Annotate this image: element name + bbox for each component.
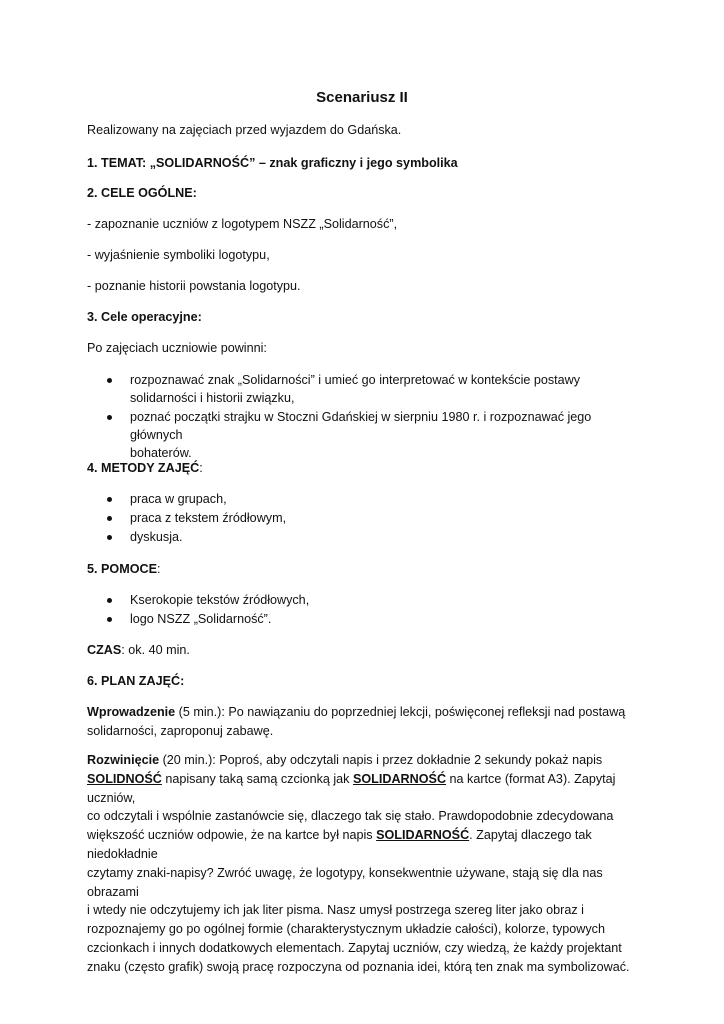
bullet-dot-icon xyxy=(107,598,112,603)
plan-heading: 6. PLAN ZAJĘĆ: xyxy=(87,674,185,688)
general-goal-item: - wyjaśnienie symboliki logotypu, xyxy=(87,248,270,262)
paragraph-line: co odczytali i wspólnie zastanówcie się, dlaczego tak się stało. Prawdopodobnie zdecydowana xyxy=(87,809,614,824)
bullet-line: praca z tekstem źródłowym, xyxy=(130,511,287,525)
time-label: CZAS xyxy=(87,643,122,657)
methods-heading xyxy=(87,459,643,477)
time-line xyxy=(87,641,643,659)
paragraph-line: większość uczniów odpowie, że na kartce był napis SOLIDARNOŚĆ. Zapytaj dlaczego tak niedokładnie xyxy=(87,828,592,861)
bullet-item xyxy=(130,610,642,628)
methods-heading-colon: : xyxy=(199,461,203,475)
document-title: Scenariusz II xyxy=(316,89,408,106)
bullet-dot-icon xyxy=(107,497,112,502)
bullet-line: dyskusja. xyxy=(130,530,183,544)
bullet-dot-icon xyxy=(107,535,112,540)
methods-heading-label: 4. METODY ZAJĘĆ xyxy=(87,461,200,475)
bullet-line: rozpoznawać znak „Solidarności” i umieć go interpretować w kontekście postawy xyxy=(130,373,581,387)
bullet-line: solidarności i historii związku, xyxy=(130,391,295,405)
paragraph-line: czytamy znaki-napisy? Zwróć uwagę, że logotypy, konsekwentnie używane, stają się dla nas obrazami xyxy=(87,865,603,899)
bullet-dot-icon xyxy=(107,378,112,383)
bullet-item xyxy=(130,591,642,609)
bullet-item xyxy=(130,408,642,462)
bullet-dot-icon xyxy=(107,516,112,521)
word-solidnosc: SOLIDNOŚĆ xyxy=(87,771,162,786)
aids-heading-colon: : xyxy=(156,562,161,576)
time-value: : ok. 40 min. xyxy=(121,643,190,657)
development-label: Rozwinięcie xyxy=(87,753,160,767)
paragraph-line: i wtedy nie odczytujemy ich jak liter pisma. Nasz umysł postrzega szereg liter jako obraz i xyxy=(87,903,584,918)
operational-goals-heading: 3. Cele operacyjne: xyxy=(87,310,202,324)
bullet-line: bohaterów. xyxy=(130,446,192,460)
bullet-dot-icon xyxy=(107,415,112,420)
bullet-line: Kserokopie tekstów źródłowych, xyxy=(130,593,310,607)
bullet-line: praca w grupach, xyxy=(130,492,227,506)
bullet-line: logo NSZZ „Solidarność”. xyxy=(130,612,272,626)
general-goal-item: - poznanie historii powstania logotypu. xyxy=(87,279,301,293)
word-solidarnosc: SOLIDARNOŚĆ xyxy=(352,771,447,786)
paragraph-line: SOLIDNOŚĆ napisany taką samą czcionką jak SOLIDARNOŚĆ na kartce (format A3). Zapytaj uczniów, xyxy=(87,771,616,805)
paragraph-line: Wprowadzenie (5 min.): Po nawiązaniu do poprzedniej lekcji, poświęconej refleksji nad postawą xyxy=(87,705,626,719)
bullet-item xyxy=(130,371,642,407)
bullet-dot-icon xyxy=(107,617,112,622)
general-goal-item: - zapoznanie uczniów z logotypem NSZZ „Solidarność”, xyxy=(87,217,398,231)
word-solidarnosc: SOLIDARNOŚĆ xyxy=(376,828,470,843)
aids-heading xyxy=(87,560,643,578)
bullet-item xyxy=(130,528,642,546)
plan-intro-paragraph xyxy=(87,703,647,741)
intro-text: Realizowany na zajęciach przed wyjazdem do Gdańska. xyxy=(87,123,402,137)
operational-goals-lead: Po zajęciach uczniowie powinni: xyxy=(87,341,267,355)
bullet-item xyxy=(130,509,642,527)
bullet-line: poznać początki strajku w Stoczni Gdańskiej w sierpniu 1980 r. i rozpoznawać jego głównych xyxy=(130,410,592,442)
bullet-item xyxy=(130,490,642,508)
paragraph-line: czcionkach i innych dodatkowych elementach. Zapytaj uczniów, czy wiedzą, że każdy projektant xyxy=(87,940,622,955)
general-goals-heading: 2. CELE OGÓLNE: xyxy=(87,186,197,200)
paragraph-line: Rozwinięcie (20 min.): Poproś, aby odczytali napis i przez dokładnie 2 sekundy pokaż napis xyxy=(87,753,603,767)
paragraph-line: solidarności, zaproponuj zabawę. xyxy=(87,723,274,738)
intro-label: Wprowadzenie xyxy=(87,705,176,719)
topic-heading: 1. TEMAT: „SOLIDARNOŚĆ” – znak graficzny i jego symbolika xyxy=(87,156,458,170)
paragraph-line: rozpoznajemy go po ogólnej formie (charakterystycznym układzie całości), kolorze, typowych xyxy=(87,922,605,937)
paragraph-line: znaku (często grafik) swoją pracę rozpoczyna od poznania idei, którą ten znak ma symbolizować. xyxy=(87,959,630,974)
aids-heading-label: 5. POMOCE xyxy=(87,562,157,576)
plan-development-paragraph xyxy=(87,751,647,977)
